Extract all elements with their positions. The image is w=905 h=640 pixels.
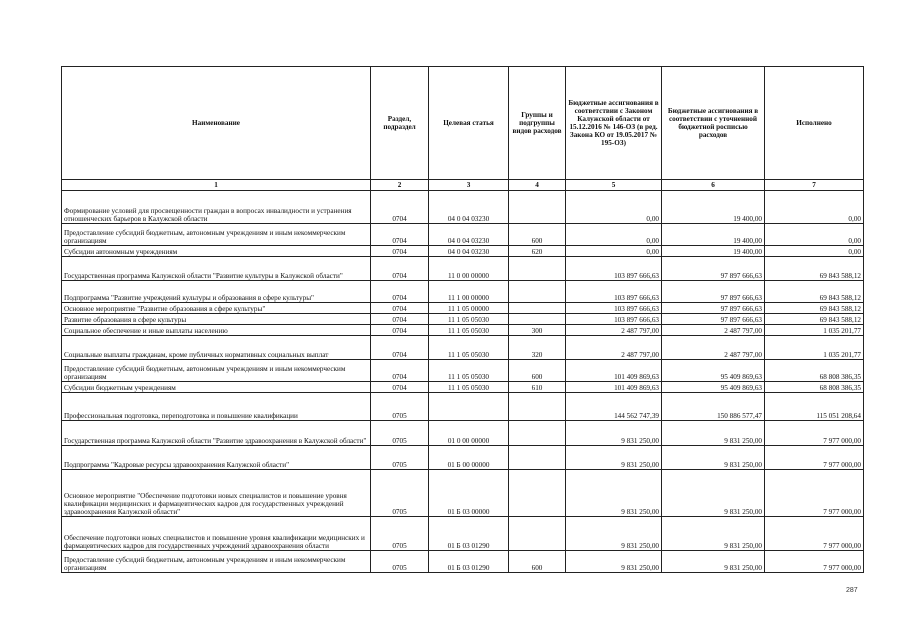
row-name: Предоставление субсидий бюджетным, автономным учреждениям и иным некоммерческим организациям — [62, 224, 371, 246]
row-name: Основное мероприятие "Обеспечение подготовки новых специалистов и повышение уровня квалификации медицинских и фармацевтических кадров для государственных учреждений здравоохранения Калужской области" — [62, 470, 371, 517]
row-budget: 0,00 — [566, 191, 662, 224]
row-group — [509, 470, 566, 517]
table-row — [62, 246, 864, 257]
col-header-name: Наименование — [62, 67, 371, 180]
row-refined: 9 831 250,00 — [662, 517, 765, 551]
row-budget: 9 831 250,00 — [566, 446, 662, 470]
col-number: 4 — [509, 180, 566, 191]
row-name: Подпрограмма "Развитие учреждений культуры и образования в сфере культуры" — [62, 281, 371, 303]
table-row — [62, 191, 864, 224]
row-group: 600 — [509, 224, 566, 246]
table-row — [62, 551, 864, 573]
row-budget: 101 409 869,63 — [566, 382, 662, 393]
row-group — [509, 393, 566, 421]
row-section: 0704 — [371, 191, 429, 224]
row-section: 0704 — [371, 246, 429, 257]
row-name: Социальные выплаты гражданам, кроме публичных нормативных социальных выплат — [62, 336, 371, 360]
row-budget: 0,00 — [566, 246, 662, 257]
row-section: 0705 — [371, 446, 429, 470]
table-row — [62, 303, 864, 314]
row-executed: 7 977 000,00 — [765, 446, 864, 470]
row-executed: 7 977 000,00 — [765, 421, 864, 446]
row-group — [509, 191, 566, 224]
row-refined: 9 831 250,00 — [662, 421, 765, 446]
row-name: Подпрограмма "Кадровые ресурсы здравоохранения Калужской области" — [62, 446, 371, 470]
col-header-refined: Бюджетные ассигнования в соответствии с уточненной бюджетной росписью расходов — [662, 67, 765, 180]
row-refined: 150 886 577,47 — [662, 393, 765, 421]
row-refined: 19 400,00 — [662, 191, 765, 224]
page-number: 287 — [846, 587, 858, 594]
row-article: 11 1 00 00000 — [429, 281, 509, 303]
row-executed: 7 977 000,00 — [765, 470, 864, 517]
row-executed: 1 035 201,77 — [765, 325, 864, 336]
row-executed: 69 843 588,12 — [765, 314, 864, 325]
col-header-group: Группы и подгруппы видов расходов — [509, 67, 566, 180]
row-refined: 97 897 666,63 — [662, 314, 765, 325]
col-number: 2 — [371, 180, 429, 191]
row-article: 01 Б 03 01290 — [429, 551, 509, 573]
table-row — [62, 470, 864, 517]
row-article: 04 0 04 03230 — [429, 224, 509, 246]
row-section: 0705 — [371, 551, 429, 573]
row-budget: 103 897 666,63 — [566, 303, 662, 314]
table-row — [62, 382, 864, 393]
table-row — [62, 393, 864, 421]
row-article: 01 Б 03 01290 — [429, 517, 509, 551]
col-number: 6 — [662, 180, 765, 191]
col-header-section: Раздел, подраздел — [371, 67, 429, 180]
row-name: Основное мероприятие "Развитие образования в сфере культуры" — [62, 303, 371, 314]
row-budget: 9 831 250,00 — [566, 551, 662, 573]
row-budget: 9 831 250,00 — [566, 470, 662, 517]
row-group — [509, 303, 566, 314]
col-header-budget: Бюджетные ассигнования в соответствии с Законом Калужской области от 15.12.2016 № 146-ОЗ (в ред. Закона КО от 19.05.2017 № 195-ОЗ) — [566, 67, 662, 180]
table-row — [62, 281, 864, 303]
row-article: 11 1 05 05030 — [429, 382, 509, 393]
row-refined: 2 487 797,00 — [662, 336, 765, 360]
row-section: 0705 — [371, 470, 429, 517]
row-article — [429, 393, 509, 421]
row-name: Субсидии автономным учреждениям — [62, 246, 371, 257]
row-group: 300 — [509, 325, 566, 336]
row-section: 0704 — [371, 336, 429, 360]
row-section: 0704 — [371, 325, 429, 336]
row-budget: 103 897 666,63 — [566, 281, 662, 303]
table-row — [62, 421, 864, 446]
row-name: Государственная программа Калужской области "Развитие здравоохранения в Калужской области" — [62, 421, 371, 446]
row-executed: 7 977 000,00 — [765, 517, 864, 551]
row-section: 0705 — [371, 517, 429, 551]
row-name: Социальное обеспечение и иные выплаты населению — [62, 325, 371, 336]
row-name: Субсидии бюджетным учреждениям — [62, 382, 371, 393]
row-executed: 69 843 588,12 — [765, 281, 864, 303]
row-refined: 9 831 250,00 — [662, 470, 765, 517]
row-article: 11 1 05 05030 — [429, 360, 509, 382]
row-section: 0704 — [371, 382, 429, 393]
row-group: 600 — [509, 360, 566, 382]
row-section: 0704 — [371, 224, 429, 246]
row-article: 11 0 00 00000 — [429, 257, 509, 281]
row-article: 11 1 05 05030 — [429, 325, 509, 336]
row-executed: 1 035 201,77 — [765, 336, 864, 360]
budget-table — [61, 66, 864, 573]
row-article: 01 Б 03 00000 — [429, 470, 509, 517]
row-name: Профессиональная подготовка, переподготовка и повышение квалификации — [62, 393, 371, 421]
row-section: 0705 — [371, 393, 429, 421]
row-budget: 101 409 869,63 — [566, 360, 662, 382]
col-number: 5 — [566, 180, 662, 191]
col-header-article: Целевая статья — [429, 67, 509, 180]
header-row — [62, 67, 864, 180]
row-refined: 2 487 797,00 — [662, 325, 765, 336]
row-name: Предоставление субсидий бюджетным, автономным учреждениям и иным некоммерческим организациям — [62, 551, 371, 573]
row-group — [509, 281, 566, 303]
row-section: 0705 — [371, 421, 429, 446]
row-refined: 97 897 666,63 — [662, 303, 765, 314]
row-article: 04 0 04 03230 — [429, 191, 509, 224]
row-name: Формирование условий для просвещенности граждан в вопросах инвалидности и устранения отношенческих барьеров в Калужской области — [62, 191, 371, 224]
row-executed: 0,00 — [765, 191, 864, 224]
row-refined: 19 400,00 — [662, 246, 765, 257]
table-row — [62, 224, 864, 246]
row-refined: 9 831 250,00 — [662, 446, 765, 470]
row-group: 320 — [509, 336, 566, 360]
row-article: 11 1 05 05030 — [429, 314, 509, 325]
row-group — [509, 257, 566, 281]
row-name: Государственная программа Калужской области "Развитие культуры в Калужской области" — [62, 257, 371, 281]
row-budget: 2 487 797,00 — [566, 325, 662, 336]
row-article: 04 0 04 03230 — [429, 246, 509, 257]
row-budget: 103 897 666,63 — [566, 314, 662, 325]
row-executed: 0,00 — [765, 224, 864, 246]
row-refined: 19 400,00 — [662, 224, 765, 246]
row-budget: 2 487 797,00 — [566, 336, 662, 360]
row-executed: 68 808 386,35 — [765, 360, 864, 382]
row-executed: 115 051 208,64 — [765, 393, 864, 421]
row-executed: 68 808 386,35 — [765, 382, 864, 393]
row-refined: 95 409 869,63 — [662, 360, 765, 382]
table-row — [62, 257, 864, 281]
row-refined: 9 831 250,00 — [662, 551, 765, 573]
row-name: Развитие образования в сфере культуры — [62, 314, 371, 325]
col-header-executed: Исполнено — [765, 67, 864, 180]
col-number: 3 — [429, 180, 509, 191]
row-section: 0704 — [371, 314, 429, 325]
row-executed: 7 977 000,00 — [765, 551, 864, 573]
row-budget: 103 897 666,63 — [566, 257, 662, 281]
row-section: 0704 — [371, 281, 429, 303]
row-executed: 69 843 588,12 — [765, 303, 864, 314]
row-section: 0704 — [371, 257, 429, 281]
col-number: 1 — [62, 180, 371, 191]
row-name: Обеспечение подготовки новых специалистов и повышение уровня квалификации медицинских и фармацевтических кадров для государственных учреждений здравоохранения области — [62, 517, 371, 551]
column-number-row — [62, 180, 864, 191]
table-row — [62, 336, 864, 360]
row-group — [509, 517, 566, 551]
col-number: 7 — [765, 180, 864, 191]
table-row — [62, 446, 864, 470]
row-group: 600 — [509, 551, 566, 573]
row-name: Предоставление субсидий бюджетным, автономным учреждениям и иным некоммерческим организациям — [62, 360, 371, 382]
row-refined: 97 897 666,63 — [662, 257, 765, 281]
row-refined: 95 409 869,63 — [662, 382, 765, 393]
row-article: 01 Б 00 00000 — [429, 446, 509, 470]
row-budget: 9 831 250,00 — [566, 421, 662, 446]
row-budget: 144 562 747,39 — [566, 393, 662, 421]
table-row — [62, 517, 864, 551]
row-executed: 0,00 — [765, 246, 864, 257]
table-row — [62, 360, 864, 382]
row-section: 0704 — [371, 360, 429, 382]
row-section: 0704 — [371, 303, 429, 314]
row-group — [509, 421, 566, 446]
row-group: 620 — [509, 246, 566, 257]
row-article: 11 1 05 00000 — [429, 303, 509, 314]
row-group — [509, 446, 566, 470]
table-row — [62, 314, 864, 325]
row-budget: 0,00 — [566, 224, 662, 246]
row-article: 11 1 05 05030 — [429, 336, 509, 360]
row-executed: 69 843 588,12 — [765, 257, 864, 281]
row-budget: 9 831 250,00 — [566, 517, 662, 551]
row-group: 610 — [509, 382, 566, 393]
table-row — [62, 325, 864, 336]
row-group — [509, 314, 566, 325]
row-refined: 97 897 666,63 — [662, 281, 765, 303]
row-article: 01 0 00 00000 — [429, 421, 509, 446]
